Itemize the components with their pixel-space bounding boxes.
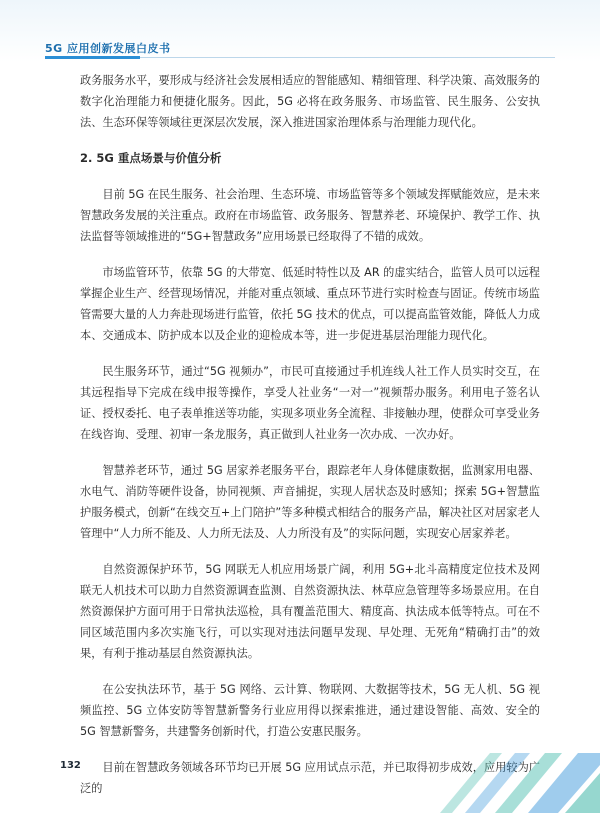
paragraph-intro-continuation: 政务服务水平，要形成与经济社会发展相适应的智能感知、精细管理、科学决策、高效服务的数字化治理能力和便捷化服务。因此，5G 必将在政务服务、市场监管、民生服务、公安执法、生态环保等领域往更深层次发展，深入推进国家治理体系与治理能力现代化。	[80, 74, 540, 129]
paragraph-natural-resources: 自然资源保护环节，5G 网联无人机应用场景广阔，利用 5G+北斗高精度定位技术及网联无人机技术可以助力自然资源调查监测、自然资源执法、林草应急管理等多场景应用。在自然资源保护方面可用于日常执法巡检，具有覆盖范围大、精度高、执法成本低等特点。可在不同区域范围内多次实施飞行，可以实现对违法问题早发现、早处理、无死角“精确打击”的效果，有利于推动基层自然资源执法。	[80, 563, 540, 660]
header-divider-accent	[45, 56, 140, 59]
paragraph-pilot-demonstration: 目前在智慧政务领域各环节均已开展 5G 应用试点示范，并已取得初步成效，应用较为广泛的	[80, 761, 540, 795]
paragraph-public-security: 在公安执法环节，基于 5G 网络、云计算、物联网、大数据等技术，5G 无人机、5G 视频监控、5G 立体安防等智慧新警务行业应用得以探索推进，通过建设智能、高效、安全的 5G 智慧新警务，共建警务创新时代，打造公安惠民服务。	[80, 683, 540, 738]
section-heading: 2. 5G 重点场景与价值分析	[80, 151, 222, 165]
page-body	[80, 70, 540, 814]
paragraph-overview: 目前 5G 在民生服务、社会治理、生态环境、市场监管等多个领域发挥赋能效应，是未来智慧政务发展的关注重点。政府在市场监管、政务服务、智慧养老、环境保护、教学工作、执法监督等领域推进的“5G+智慧政务”应用场景已经取得了不错的成效。	[80, 188, 540, 243]
running-header-title: 5G 应用创新发展白皮书	[45, 42, 171, 55]
paragraph-livelihood-services: 民生服务环节，通过“5G 视频办”，市民可直接通过手机连线人社工作人员实时交互，在其远程指导下完成在线申报等操作，享受人社业务“一对一”视频帮办服务。利用电子签名认证、授权委托、电子表单推送等功能，实现多项业务全流程、非接触办理，使群众可享受业务在线咨询、受理、初审一条龙服务，真正做到人社业务一次办成、一次办好。	[80, 365, 540, 441]
page-number: 132	[60, 760, 81, 771]
paragraph-smart-elderly-care: 智慧养老环节，通过 5G 居家养老服务平台，跟踪老年人身体健康数据，监测家用电器、水电气、消防等硬件设备，协同视频、声音捕捉，实现人居状态及时感知；探索 5G+智慧监护服务模式，创新“在线交互+上门陪护”等多种模式相结合的服务产品，解决社区对居家老人管理中“人力所不能及、人力所无法及、人力所没有及”的实际问题，实现安心居家养老。	[80, 464, 540, 540]
corner-decoration	[380, 743, 600, 813]
paragraph-market-supervision: 市场监管环节，依靠 5G 的大带宽、低延时特性以及 AR 的虚实结合，监管人员可以远程掌握企业生产、经营现场情况，并能对重点领域、重点环节进行实时检查与固证。传统市场监管需要大量的人力奔赴现场进行监管，依托 5G 技术的优点，可以提高监管效能，降低人力成本、交通成本、防护成本以及企业的迎检成本等，进一步促进基层治理能力现代化。	[80, 266, 540, 342]
